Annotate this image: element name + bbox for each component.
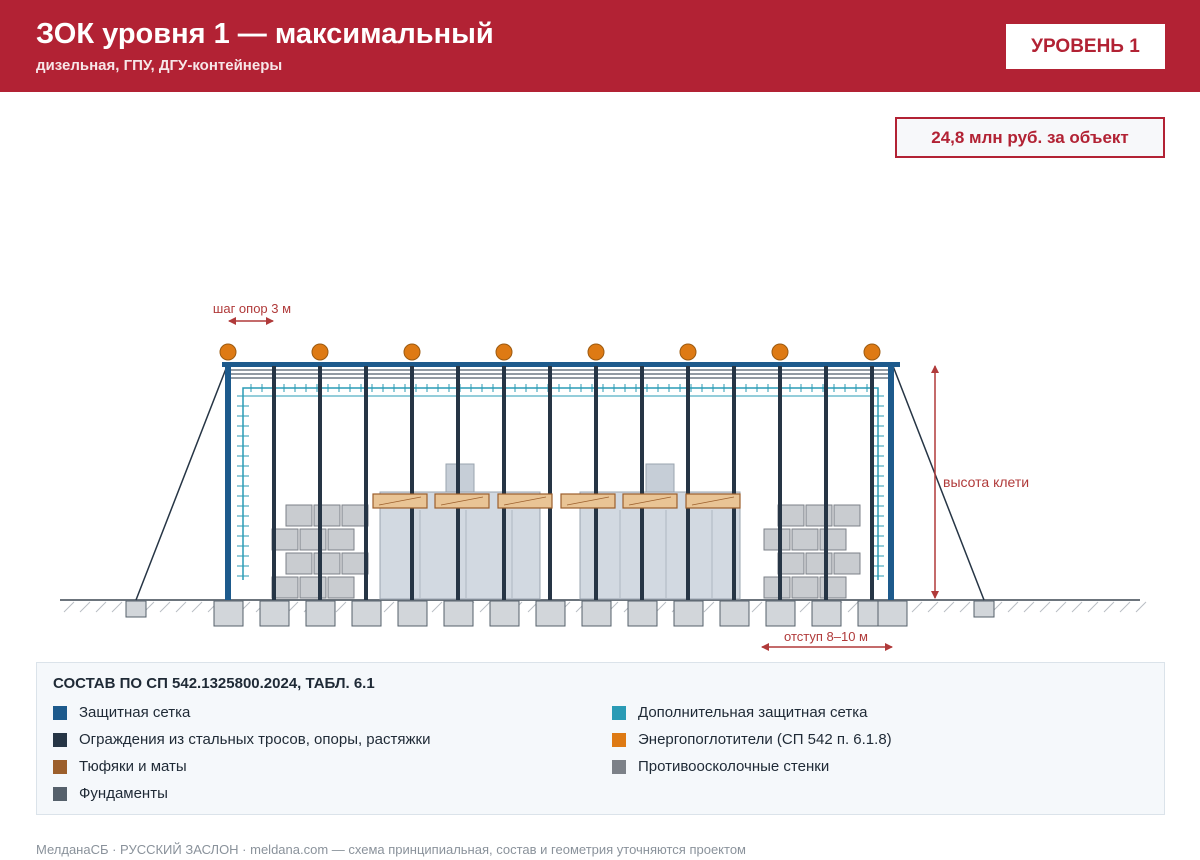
support-pillar <box>364 366 368 600</box>
support-pillar <box>318 366 322 600</box>
hatch-line <box>752 602 762 612</box>
legend-item-mats <box>53 758 187 775</box>
hatch-line <box>960 602 970 612</box>
foundation-block <box>766 601 795 626</box>
energy-absorber <box>496 344 512 360</box>
hatch-line <box>800 602 810 612</box>
legend-item-additional-mesh <box>612 704 867 721</box>
blast-wall-block <box>314 505 340 526</box>
offset-label: отступ 8–10 м <box>784 629 868 644</box>
foundation-block <box>398 601 427 626</box>
blast-wall-block <box>328 577 354 598</box>
hatch-line <box>912 602 922 612</box>
blast-wall-block <box>806 505 832 526</box>
blast-wall-block <box>764 529 790 550</box>
page-title: ЗОК уровня 1 — максимальный <box>36 18 494 50</box>
hatch-line <box>480 602 490 612</box>
support-pillar <box>870 366 874 600</box>
hatch-line <box>336 602 346 612</box>
blast-wall-block <box>834 553 860 574</box>
foundation-block <box>812 601 841 626</box>
foundation-block <box>214 601 243 626</box>
level-badge: УРОВЕНЬ 1 <box>1006 24 1165 69</box>
blast-wall-block <box>792 577 818 598</box>
hatch-line <box>928 602 938 612</box>
hatch-line <box>944 602 954 612</box>
swatch-foundations <box>53 787 67 801</box>
legend-label: Энергопоглотители (СП 542 п. 6.1.8) <box>638 731 892 748</box>
support-pillar <box>456 366 460 600</box>
legend-label: Фундаменты <box>79 785 168 802</box>
legend-title: СОСТАВ ПО СП 542.1325800.2024, ТАБЛ. 6.1 <box>53 675 375 692</box>
energy-absorber <box>220 344 236 360</box>
page-subtitle: дизельная, ГПУ, ДГУ-контейнеры <box>36 57 283 74</box>
foundation-block <box>628 601 657 626</box>
support-pillar <box>548 366 552 600</box>
mesh-frame <box>243 388 878 580</box>
hatch-line <box>112 602 122 612</box>
support-pillar <box>410 366 414 600</box>
energy-absorber <box>588 344 604 360</box>
legend-label: Ограждения из стальных тросов, опоры, растяжки <box>79 731 431 748</box>
blast-wall-block <box>328 529 354 550</box>
swatch-energy-absorbers <box>612 733 626 747</box>
additional-mesh <box>237 384 884 580</box>
steel-cables <box>228 370 892 378</box>
support-pillar <box>778 366 782 600</box>
blast-wall-block <box>314 553 340 574</box>
energy-absorbers <box>220 344 880 360</box>
swatch-protective-mesh <box>53 706 67 720</box>
support-pillar <box>686 366 690 600</box>
blast-wall-block <box>806 553 832 574</box>
hatch-line <box>192 602 202 612</box>
anchor-block-right <box>974 601 994 617</box>
hatch-line <box>1008 602 1018 612</box>
support-pillar <box>732 366 736 600</box>
guy-wire-left <box>136 366 227 600</box>
energy-absorber <box>772 344 788 360</box>
swatch-mats <box>53 760 67 774</box>
legend-label: Противоосколочные стенки <box>638 758 830 775</box>
blast-wall-block <box>286 553 312 574</box>
hatch-line <box>176 602 186 612</box>
blast-wall-block <box>286 505 312 526</box>
anchor-block-left <box>126 601 146 617</box>
cage-height-label: высота клети <box>943 474 1030 490</box>
foundation-block <box>444 601 473 626</box>
support-pillar <box>824 366 828 600</box>
energy-absorber <box>312 344 328 360</box>
energy-absorber <box>680 344 696 360</box>
blast-wall-block <box>300 577 326 598</box>
energy-absorber <box>404 344 420 360</box>
blast-wall-block <box>792 529 818 550</box>
blast-wall-block <box>834 505 860 526</box>
legend-label: Дополнительная защитная сетка <box>638 704 868 721</box>
foundation-block <box>720 601 749 626</box>
price-box: 24,8 млн руб. за объект <box>895 117 1165 158</box>
outer-post-left <box>225 366 231 600</box>
legend-item-protective-mesh <box>53 704 190 721</box>
foundation-block <box>582 601 611 626</box>
hatch-line <box>1136 602 1146 612</box>
hatch-line <box>432 602 442 612</box>
blast-wall-block <box>820 529 846 550</box>
blast-wall-block <box>764 577 790 598</box>
foundations <box>126 601 994 626</box>
legend-item-blast-walls <box>612 758 829 775</box>
hatch-line <box>96 602 106 612</box>
foundation-block <box>260 601 289 626</box>
outer-post-right <box>888 366 894 600</box>
blast-wall-block <box>820 577 846 598</box>
hatch-line <box>704 602 714 612</box>
hatch-line <box>384 602 394 612</box>
hatch-line <box>1056 602 1066 612</box>
exhaust-stack <box>646 464 674 492</box>
legend-item-steel-cables <box>53 731 430 748</box>
foundation-block <box>674 601 703 626</box>
pillar-step-label: шаг опор 3 м <box>212 301 292 316</box>
legend-panel <box>36 662 1165 815</box>
hatch-line <box>1120 602 1130 612</box>
legend-label: Тюфяки и маты <box>79 758 187 775</box>
legend-item-foundations <box>53 785 168 802</box>
blast-wall-block <box>300 529 326 550</box>
hatch-line <box>1088 602 1098 612</box>
swatch-blast-walls <box>612 760 626 774</box>
foundation-block <box>878 601 907 626</box>
hatch-line <box>80 602 90 612</box>
foundation-block <box>352 601 381 626</box>
footer-note: МелданаСБ · РУССКИЙ ЗАСЛОН · meldana.com — схема принципиальная, состав и геометрия уточняются проектом <box>36 842 746 857</box>
hatch-line <box>848 602 858 612</box>
hatch-line <box>1024 602 1034 612</box>
energy-absorber <box>864 344 880 360</box>
hatch-line <box>64 602 74 612</box>
support-pillar <box>594 366 598 600</box>
swatch-additional-mesh <box>612 706 626 720</box>
hatch-line <box>160 602 170 612</box>
hatch-line <box>1104 602 1114 612</box>
support-pillar <box>640 366 644 600</box>
support-pillar <box>272 366 276 600</box>
swatch-steel-cables <box>53 733 67 747</box>
hatch-line <box>1072 602 1082 612</box>
legend-item-energy-absorbers <box>612 731 892 748</box>
foundation-block <box>490 601 519 626</box>
top-beam <box>222 362 900 367</box>
legend-label: Защитная сетка <box>79 704 191 721</box>
foundation-block <box>536 601 565 626</box>
blast-walls <box>272 505 860 598</box>
support-pillar <box>502 366 506 600</box>
foundation-block <box>306 601 335 626</box>
hatch-line <box>1040 602 1050 612</box>
